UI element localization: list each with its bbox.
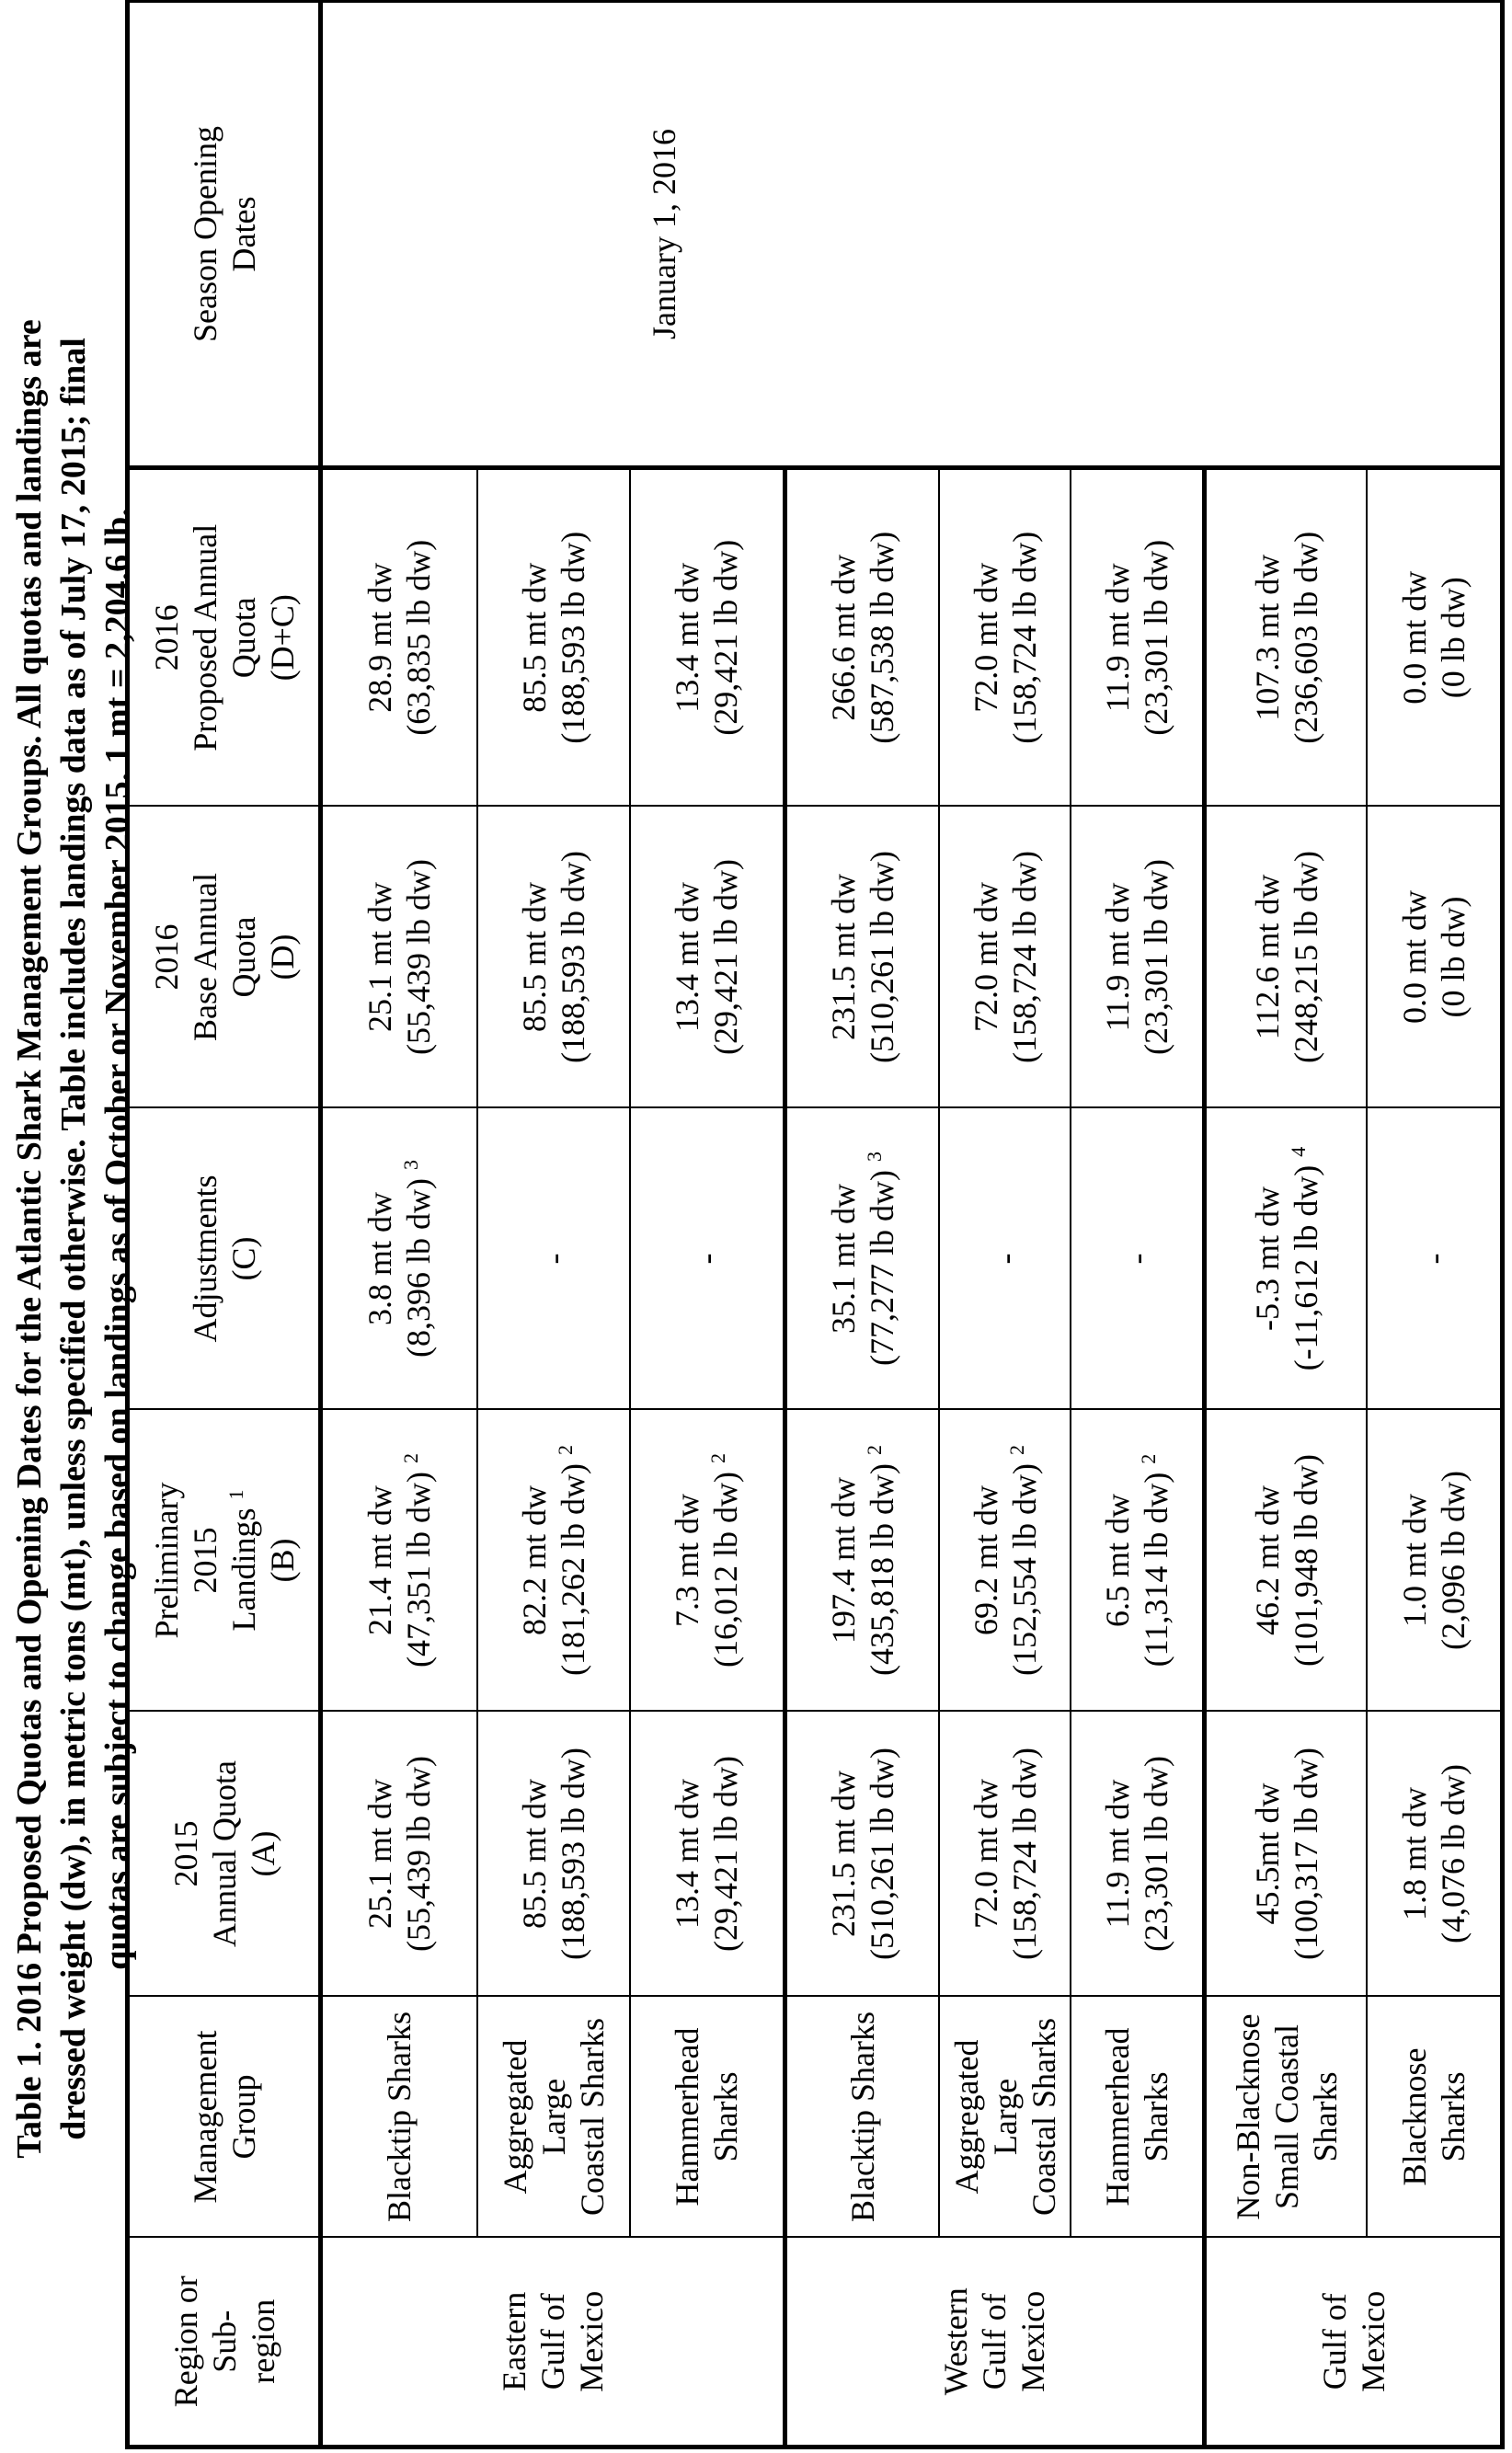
quota-2015-cell: 231.5 mt dw (510,261 lb dw) — [785, 1712, 939, 1997]
proposed-quota-2016-cell: 13.4 mt dw (29,421 lb dw) — [630, 468, 785, 807]
proposed-quota-2016-cell: 0.0 mt dw (0 lb dw) — [1367, 468, 1502, 807]
proposed-quota-2016-cell: 11.9 mt dw (23,301 lb dw) — [1071, 468, 1204, 807]
base-quota-2016-cell: 112.6 mt dw (248,215 lb dw) — [1205, 807, 1368, 1108]
table-body — [321, 1, 1503, 2447]
region-cell: Western Gulf of Mexico — [785, 2238, 1204, 2447]
footnote-marker: 2 — [1004, 1445, 1028, 1456]
landings-2015-cell: 6.5 mt dw (11,314 lb dw) $^2$ — [1071, 1410, 1204, 1712]
quota-2015-cell: 13.4 mt dw (29,421 lb dw) — [630, 1712, 785, 1997]
proposed-quota-2016-cell: 85.5 mt dw (188,593 lb dw) — [477, 468, 630, 807]
landings-2015-cell: 46.2 mt dw (101,948 lb dw) — [1205, 1410, 1368, 1712]
footnote-marker: 2 — [399, 1453, 423, 1464]
header-2016-proposed-quota: 2016 Proposed Annual Quota (D+C) — [128, 468, 321, 807]
landings-2015-cell: 69.2 mt dw (152,554 lb dw) $^2$ — [939, 1410, 1071, 1712]
header-2015-annual-quota: 2015 Annual Quota (A) — [128, 1712, 321, 1997]
management-group-cell: Blacktip Sharks — [321, 1997, 477, 2238]
region-cell: Gulf of Mexico — [1205, 2238, 1503, 2447]
base-quota-2016-cell: 11.9 mt dw (23,301 lb dw) — [1071, 807, 1204, 1108]
header-season-opening: Season Opening Dates — [128, 1, 321, 468]
management-group-cell: Hammerhead Sharks — [1071, 1997, 1204, 2238]
table-row — [321, 1, 477, 2447]
footnote-marker: 2 — [553, 1445, 577, 1456]
quota-2015-cell: 45.5mt dw (100,317 lb dw) — [1205, 1712, 1368, 1997]
quota-2015-cell: 72.0 mt dw (158,724 lb dw) — [939, 1712, 1071, 1997]
landings-2015-cell: 197.4 mt dw (435,818 lb dw) $^2$ — [785, 1410, 939, 1712]
quota-table — [125, 0, 1505, 2449]
management-group-cell: Blacknose Sharks — [1367, 1997, 1502, 2238]
footnote-marker: 4 — [1286, 1146, 1310, 1157]
management-group-cell: Aggregated Large Coastal Sharks — [939, 1997, 1071, 2238]
adjustments-cell: 35.1 mt dw (77,277 lb dw) $^3$ — [785, 1108, 939, 1410]
quota-2015-cell: 11.9 mt dw (23,301 lb dw) — [1071, 1712, 1204, 1997]
footnote-marker: 3 — [863, 1152, 887, 1163]
management-group-cell: Aggregated Large Coastal Sharks — [477, 1997, 630, 2238]
header-adjustments: Adjustments (C) — [128, 1108, 321, 1410]
adjustments-cell: - — [630, 1108, 785, 1410]
adjustments-cell: - — [1071, 1108, 1204, 1410]
quota-2015-cell: 85.5 mt dw (188,593 lb dw) — [477, 1712, 630, 1997]
adjustments-cell: 3.8 mt dw (8,396 lb dw) $^3$ — [321, 1108, 477, 1410]
quota-2015-cell: 1.8 mt dw (4,076 lb dw) — [1367, 1712, 1502, 1997]
adjustments-cell: - — [1367, 1108, 1502, 1410]
base-quota-2016-cell: 231.5 mt dw (510,261 lb dw) — [785, 807, 939, 1108]
proposed-quota-2016-cell: 266.6 mt dw (587,538 lb dw) — [785, 468, 939, 807]
landings-2015-cell: 7.3 mt dw (16,012 lb dw) $^2$ — [630, 1410, 785, 1712]
footnote-marker: 3 — [399, 1160, 423, 1171]
season-opening-cell: January 1, 2016 — [321, 1, 1503, 468]
proposed-quota-2016-cell: 72.0 mt dw (158,724 lb dw) — [939, 468, 1071, 807]
header-region: Region or Sub- region — [128, 2238, 321, 2447]
management-group-cell: Non-Blacknose Small Coastal Sharks — [1205, 1997, 1368, 2238]
landings-2015-cell: 21.4 mt dw (47,351 lb dw) $^2$ — [321, 1410, 477, 1712]
base-quota-2016-cell: 25.1 mt dw (55,439 lb dw) — [321, 807, 477, 1108]
footnote-marker: 1 — [223, 1489, 247, 1500]
footnote-marker: 2 — [1137, 1453, 1161, 1464]
management-group-cell: Blacktip Sharks — [785, 1997, 939, 2238]
region-cell: Eastern Gulf of Mexico — [321, 2238, 785, 2447]
adjustments-cell: - — [477, 1108, 630, 1410]
caption-line: Table 1. 2016 Proposed Quotas and Opening Dates for the Atlantic Shark Management Groups. All quotas and landings are — [10, 319, 49, 2159]
caption-line: dressed weight (dw), in metric tons (mt), unless specified otherwise. Table includes landings data as of July 17, 2015; final — [54, 338, 93, 2140]
landings-2015-cell: 1.0 mt dw (2,096 lb dw) — [1367, 1410, 1502, 1712]
proposed-quota-2016-cell: 28.9 mt dw (63,835 lb dw) — [321, 468, 477, 807]
base-quota-2016-cell: 0.0 mt dw (0 lb dw) — [1367, 807, 1502, 1108]
header-preliminary-landings: Preliminary 2015 Landings $^1$ (B) — [128, 1410, 321, 1712]
table-caption — [7, 62, 140, 2416]
caption-line: quotas are subject to change based on landings as of October or November 2015. 1 mt = 2,204.6 lb. — [98, 508, 137, 1970]
base-quota-2016-cell: 72.0 mt dw (158,724 lb dw) — [939, 807, 1071, 1108]
footnote-marker: 2 — [863, 1445, 887, 1456]
adjustments-cell: -5.3 mt dw (-11,612 lb dw) $^4$ — [1205, 1108, 1368, 1410]
proposed-quota-2016-cell: 107.3 mt dw (236,603 lb dw) — [1205, 468, 1368, 807]
header-management-group: Management Group — [128, 1997, 321, 2238]
footnote-marker: 2 — [706, 1453, 730, 1464]
landings-2015-cell: 82.2 mt dw (181,262 lb dw) $^2$ — [477, 1410, 630, 1712]
adjustments-cell: - — [939, 1108, 1071, 1410]
header-2016-base-quota: 2016 Base Annual Quota (D) — [128, 807, 321, 1108]
base-quota-2016-cell: 85.5 mt dw (188,593 lb dw) — [477, 807, 630, 1108]
management-group-cell: Hammerhead Sharks — [630, 1997, 785, 2238]
quota-2015-cell: 25.1 mt dw (55,439 lb dw) — [321, 1712, 477, 1997]
base-quota-2016-cell: 13.4 mt dw (29,421 lb dw) — [630, 807, 785, 1108]
